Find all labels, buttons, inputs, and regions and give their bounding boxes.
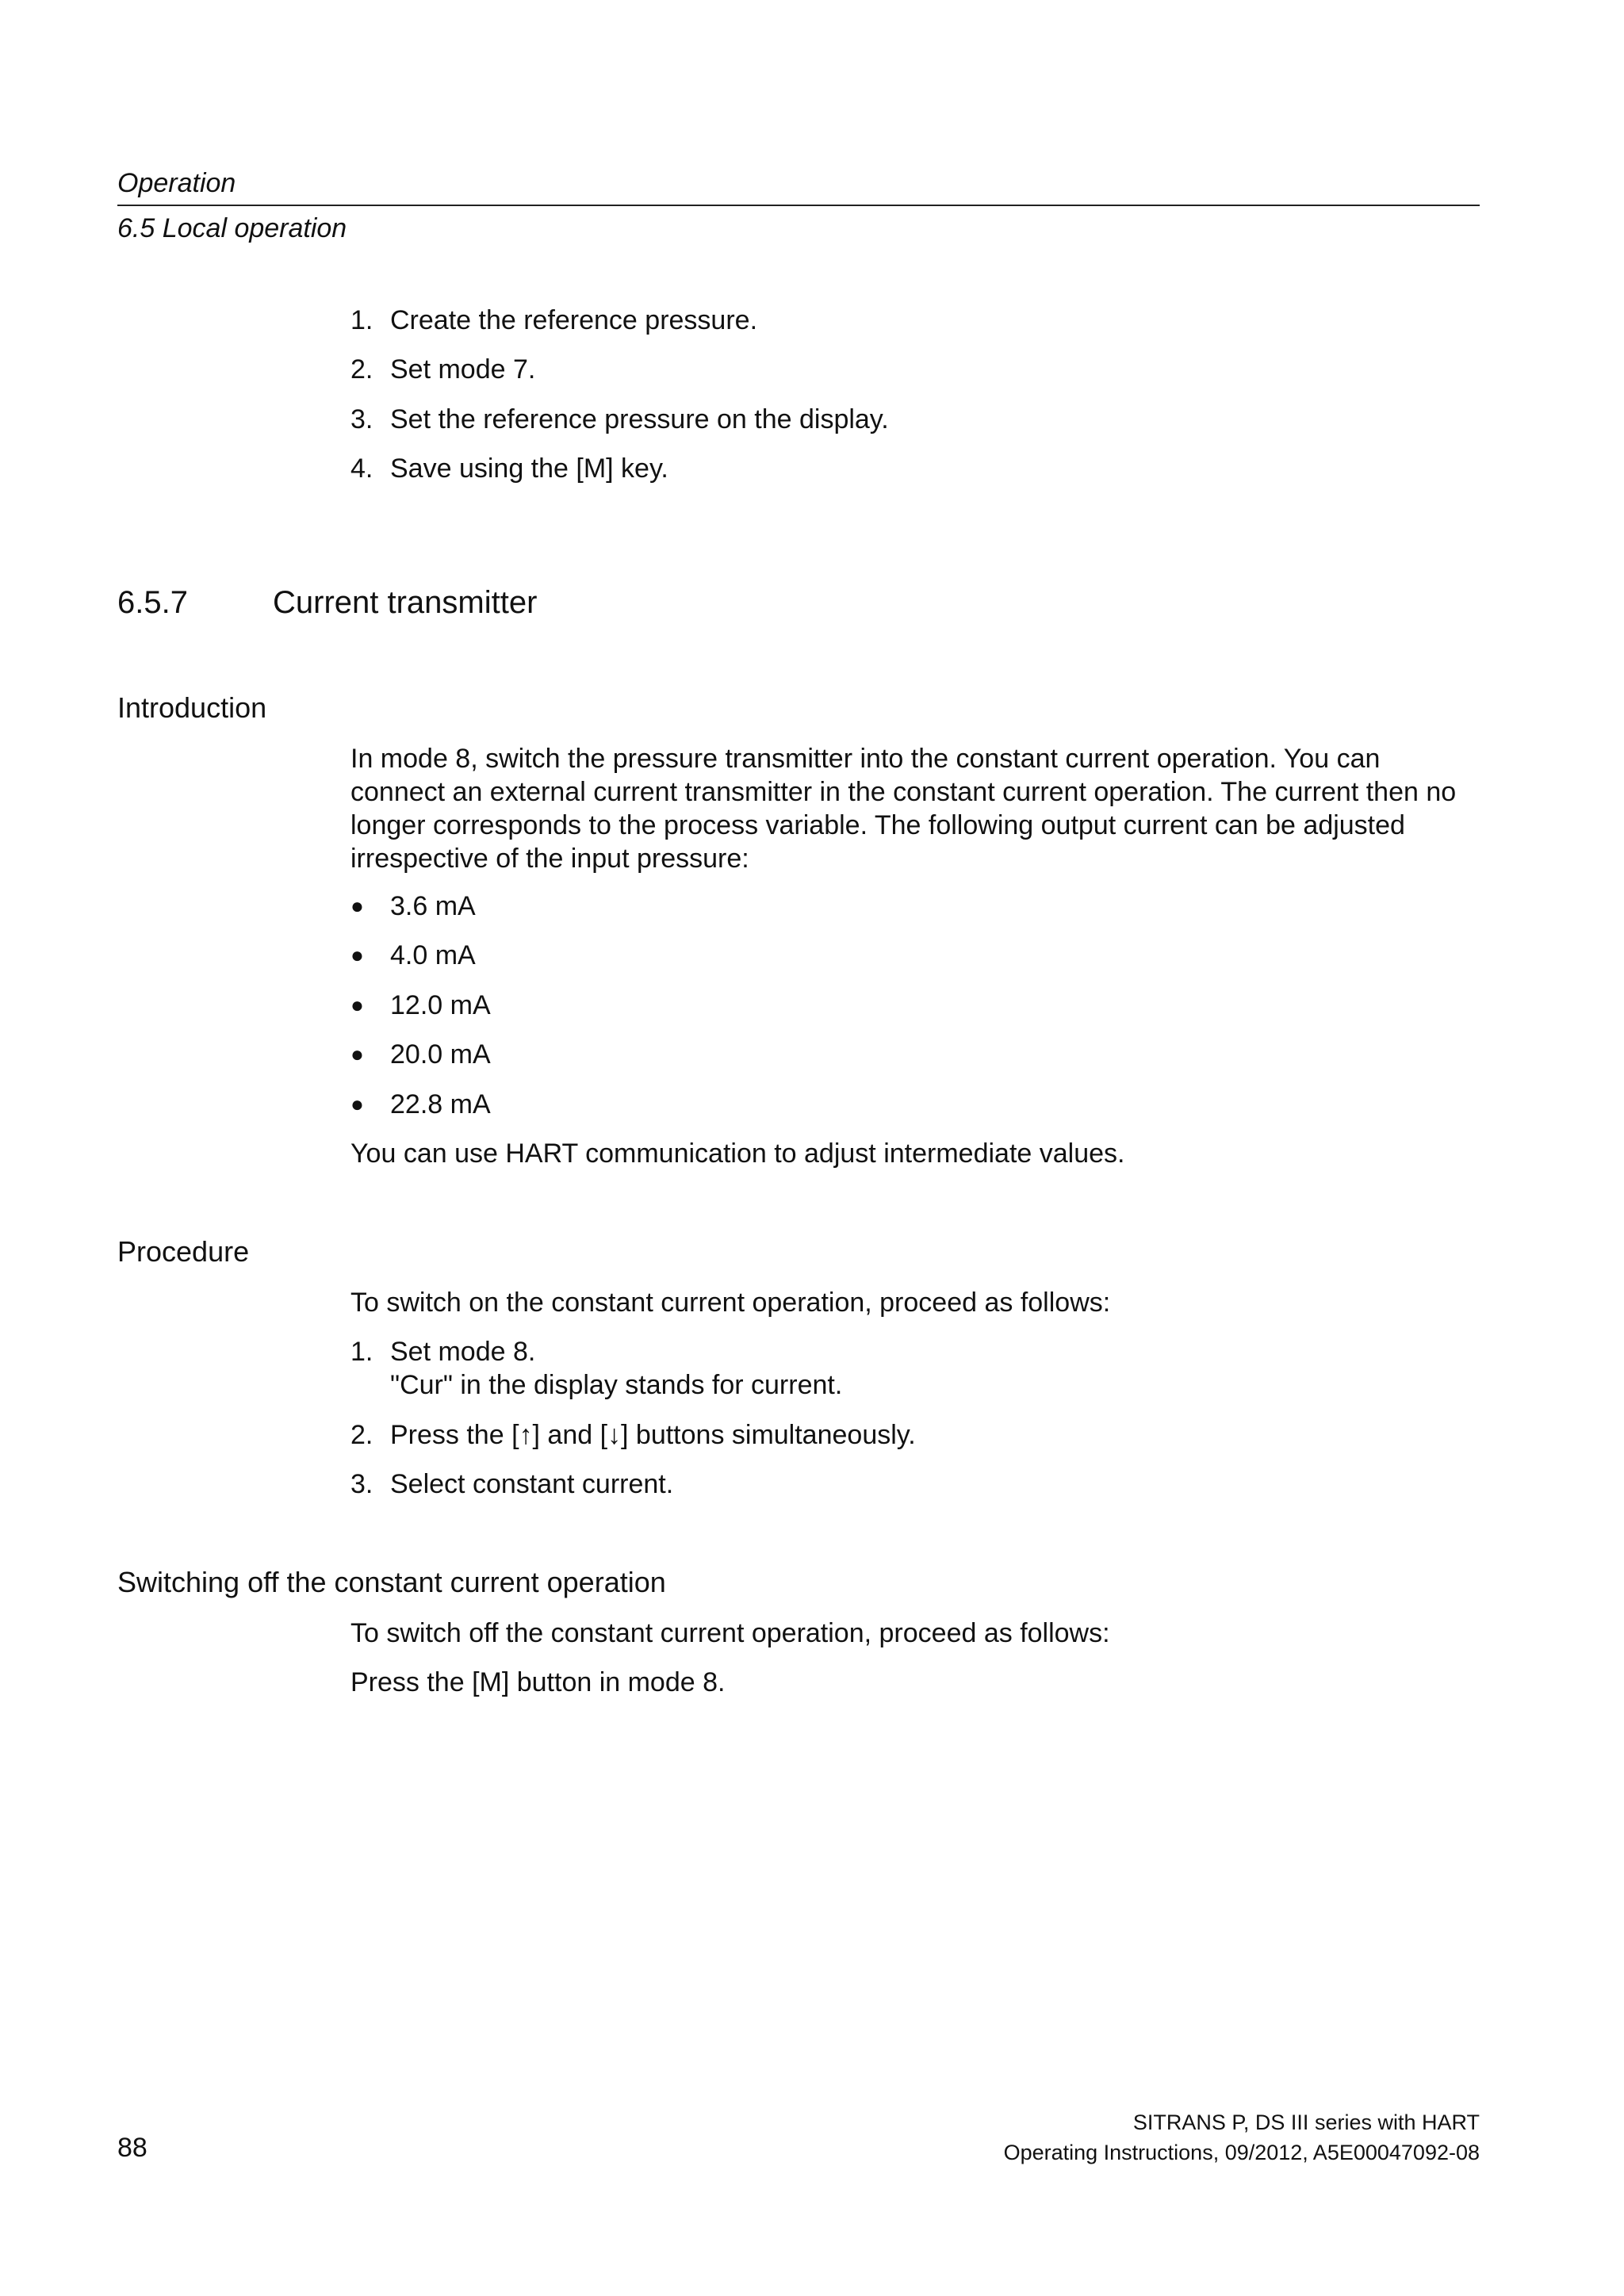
footer-doc-info: Operating Instructions, 09/2012, A5E00047092-08 xyxy=(1003,2141,1480,2164)
current-option-4 xyxy=(350,1038,491,1071)
procedure-heading: Procedure xyxy=(117,1235,250,1268)
procedure-step-2 xyxy=(350,1418,916,1452)
current-value: 22.8 mA xyxy=(390,1089,491,1119)
top-step-3 xyxy=(350,403,889,436)
footer-product: SITRANS P, DS III series with HART xyxy=(1132,2110,1480,2134)
current-value: 12.0 mA xyxy=(390,990,491,1020)
header-section: 6.5 Local operation xyxy=(117,213,347,243)
current-value: 20.0 mA xyxy=(390,1039,491,1070)
header-chapter: Operation xyxy=(117,168,236,198)
current-option-5 xyxy=(350,1088,491,1121)
step-text: Create the reference pressure. xyxy=(390,305,758,335)
page-number: 88 xyxy=(117,2133,147,2163)
switch-off-heading: Switching off the constant current operation xyxy=(117,1566,666,1598)
step-text: Set the reference pressure on the display. xyxy=(390,404,889,434)
step-number: 3. xyxy=(350,404,373,434)
header-divider xyxy=(117,205,1480,206)
step-text: Set mode 7. xyxy=(390,354,536,385)
section-title: Current transmitter xyxy=(273,585,538,620)
current-value: 3.6 mA xyxy=(390,891,476,921)
bullet-icon: ● xyxy=(350,1092,364,1116)
procedure-step-1 xyxy=(350,1335,842,1402)
top-step-1 xyxy=(350,304,757,337)
current-option-2 xyxy=(350,939,476,972)
step-number: 4. xyxy=(350,453,373,484)
bullet-icon: ● xyxy=(350,993,364,1017)
top-step-2 xyxy=(350,353,535,386)
step-number: 3. xyxy=(350,1469,373,1499)
section-number: 6.5.7 xyxy=(117,585,188,620)
step-text: Press the [↑] and [↓] buttons simultaneously. xyxy=(390,1420,916,1450)
step-text: Save using the [M] key. xyxy=(390,453,668,484)
procedure-step-3 xyxy=(350,1468,673,1501)
switch-off-lead: To switch off the constant current operation, proceed as follows: xyxy=(350,1618,1110,1648)
step-note: "Cur" in the display stands for current. xyxy=(390,1370,843,1400)
step-number: 2. xyxy=(350,1420,373,1450)
procedure-lead: To switch on the constant current operation, proceed as follows: xyxy=(350,1288,1111,1318)
bullet-icon: ● xyxy=(350,1042,364,1066)
switch-off-action: Press the [M] button in mode 8. xyxy=(350,1667,726,1697)
current-option-3 xyxy=(350,989,491,1022)
introduction-heading: Introduction xyxy=(117,691,267,724)
current-value: 4.0 mA xyxy=(390,940,476,970)
introduction-closing: You can use HART communication to adjust intermediate values. xyxy=(350,1138,1125,1169)
step-text: Select constant current. xyxy=(390,1469,674,1499)
step-number: 1. xyxy=(350,305,373,335)
top-step-4 xyxy=(350,452,668,485)
step-number: 2. xyxy=(350,354,373,385)
introduction-paragraph: In mode 8, switch the pressure transmitter into the constant current operation. You can connect an external current transmitter in the constant current operation. The current then no longer corresponds to the process variable. The following output current can be adjusted irrespective of the input pressure: xyxy=(350,744,1457,874)
bullet-icon: ● xyxy=(350,894,364,918)
current-option-1 xyxy=(350,890,476,923)
bullet-icon: ● xyxy=(350,943,364,967)
step-text: Set mode 8. xyxy=(390,1337,536,1367)
step-number: 1. xyxy=(350,1337,373,1367)
